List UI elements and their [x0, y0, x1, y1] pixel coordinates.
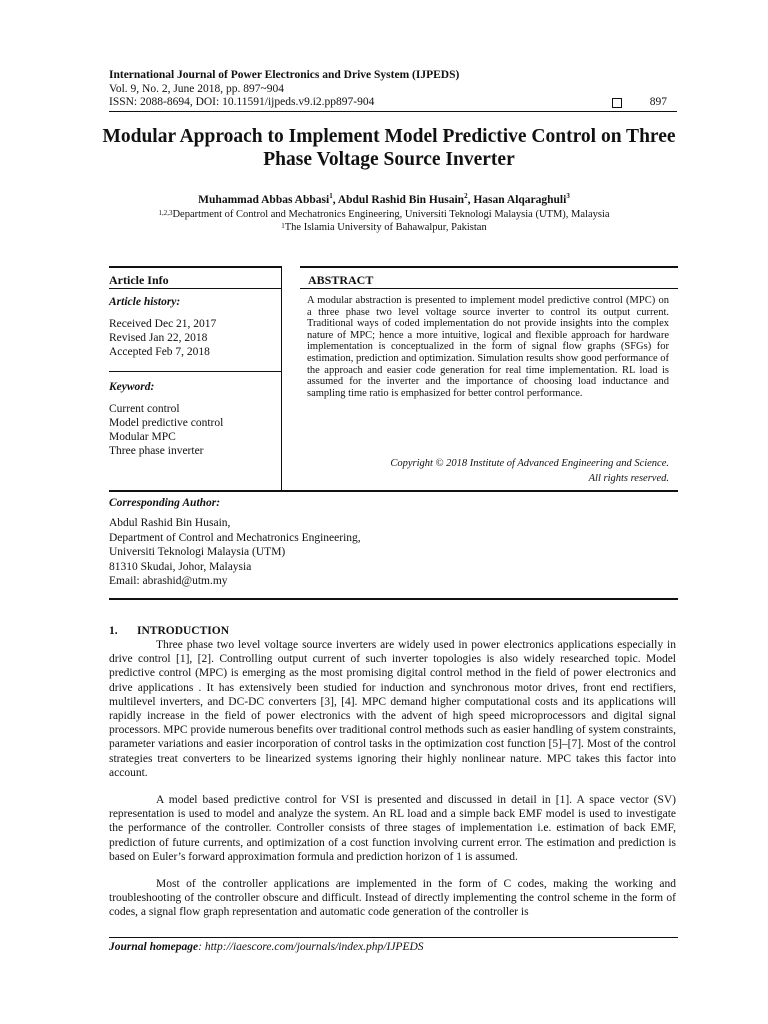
- volume-line: Vol. 9, No. 2, June 2018, pp. 897~904: [109, 82, 284, 95]
- copyright-line-1: Copyright © 2018 Institute of Advanced Engineering and Science.: [390, 458, 669, 469]
- history-rule: [109, 371, 281, 372]
- author-3: Hasan Alqaraghuli: [473, 194, 567, 206]
- article-info-top-rule: [109, 266, 281, 268]
- affiliation-2-text: The Islamia University of Bahawalpur, Pakistan: [284, 222, 487, 233]
- journal-header: [109, 69, 669, 110]
- section-number: 1.: [109, 625, 118, 637]
- abstract-head-rule: [300, 288, 678, 289]
- keyword-item: Modular MPC: [109, 431, 176, 443]
- page-marker: [612, 96, 669, 110]
- section-heading: [109, 625, 229, 637]
- corresponding-author-block: [109, 516, 509, 589]
- issn-line: ISSN: 2088-8694, DOI: 10.11591/ijpeds.v9.i2.pp897-904: [109, 96, 375, 108]
- homepage-url[interactable]: http://iaescore.com/journals/index.php/IJPEDS: [204, 941, 424, 953]
- revised-date: Revised Jan 22, 2018: [109, 332, 208, 344]
- author-list: [60, 194, 708, 206]
- corresponding-author-univ: Universiti Teknologi Malaysia (UTM): [109, 546, 286, 558]
- corresponding-author-name: Abdul Rashid Bin Husain,: [109, 517, 231, 529]
- author-3-sup: 3: [566, 192, 570, 200]
- homepage-label: Journal homepage: [109, 941, 199, 953]
- paper-title: Modular Approach to Implement Model Predictive Control on Three Phase Voltage Source Inverter: [102, 126, 676, 170]
- keyword-item: Current control: [109, 403, 180, 415]
- homepage-separator: :: [198, 941, 205, 953]
- article-info-heading: Article Info: [109, 273, 169, 287]
- footer-rule: [109, 937, 678, 938]
- journal-homepage: [109, 941, 424, 953]
- abstract-top-rule: [300, 266, 678, 268]
- author-1: Muhammad Abbas Abbasi: [198, 194, 330, 206]
- info-box-bottom-rule: [109, 490, 678, 492]
- affiliation-1-sup: 1,2,3: [158, 209, 173, 217]
- affiliation-1: [40, 209, 728, 222]
- author-1-sup: 1: [329, 192, 333, 200]
- issn-row: [109, 96, 669, 110]
- section-title: INTRODUCTION: [137, 625, 230, 637]
- author-separator: ,: [467, 194, 474, 206]
- article-info-head-rule: [109, 288, 281, 289]
- column-divider: [281, 266, 282, 490]
- page-number: 897: [649, 96, 667, 108]
- article-history-heading: Article history:: [109, 296, 181, 308]
- accepted-date: Accepted Feb 7, 2018: [109, 346, 210, 358]
- author-separator: ,: [332, 194, 338, 206]
- intro-paragraph-2: A model based predictive control for VSI is presented and discussed in detail in [1]. A space vector (SV) representation is used to model and analyze the system. An RL load and a simple back EMF model is used to investigate the performance of the controller. Controller consists of three stages of implementation i.e. estimation of back EMF, prediction of future currents, and optimization of a cost function involving current error. The estimation and prediction is based on Euler’s forward approximation formula and prediction horizon of 1 is assumed.: [109, 794, 676, 863]
- keyword-heading: Keyword:: [109, 381, 155, 393]
- copyright-line-2: All rights reserved.: [588, 473, 669, 484]
- keyword-item: Three phase inverter: [109, 445, 204, 457]
- square-bullet-icon: [612, 98, 622, 108]
- intro-paragraph-1: Three phase two level voltage source inverters are widely used in power electronics applications especially in drive control [1], [2]. Controlling output current of such inverter topologies is also widely researched topic. Model predictive control (MPC) is emerging as the most promising digital control method in the field of power electronics and drive applications . It has extensively been studied for induction and synchronous motor drives, front end rectifiers, multilevel inverters, and DC-DC converters [3], [4]. MPC demand higher computational costs and its applications will rapidly increase in the field of power electronics with the advent of high speed microprocessors and digital signal processors. MPC provide numerous benefits over traditional control methods such as easier handling of system constraints, parameter variations and easier incorporation of control tasks in the optimization cost function [5]–[7]. Most of the control strategies treat converters to be linearized systems ignoring their highly nonlinear nature. MPC takes this factor into account.: [109, 639, 676, 779]
- corresponding-author-heading: Corresponding Author:: [109, 497, 221, 509]
- intro-paragraph-3: Most of the controller applications are implemented in the form of C codes, making the working and troubleshooting of the controller obscure and difficult. Instead of directly implementing the control scheme in the form of codes, a signal flow graph representation and automatic code generation of the controller is: [109, 878, 676, 919]
- author-2: Abdul Rashid Bin Husain: [337, 194, 465, 206]
- corresponding-author-address: 81310 Skudai, Johor, Malaysia: [109, 560, 252, 573]
- abstract-text: A modular abstraction is presented to implement model predictive control (MPC) on a three phase two level voltage source inverter to control its output current. Traditional ways of coded implementation do not provide insights into the complex nature of MPC; hence a more intuitive, logical and flexible approach for hardware implementation is conceptualized in the form of signal flow graphs (SFGs) for estimation, prediction and optimization. Simulation results show good performance of the approach and easier code generation for real time implementation. RL load is assumed for the inverter and the importance of choosing load inductance and sampling time ratio is emphasized for better control performance.: [307, 295, 669, 399]
- corresponding-author-dept: Department of Control and Mechatronics Engineering,: [109, 531, 361, 544]
- journal-name: International Journal of Power Electronics and Drive System (IJPEDS): [109, 69, 460, 81]
- affiliation-1-text: Department of Control and Mechatronics Engineering, Universiti Teknologi Malaysia (UTM), Malaysia: [172, 209, 610, 220]
- keyword-item: Model predictive control: [109, 417, 224, 429]
- corresponding-author-email: Email: abrashid@utm.my: [109, 575, 228, 587]
- received-date: Received Dec 21, 2017: [109, 318, 217, 330]
- header-rule: [109, 111, 677, 112]
- affiliation-2: [40, 222, 728, 235]
- affiliation-2-sup: 1: [281, 222, 285, 230]
- corresponding-bottom-rule: [109, 598, 678, 600]
- copyright-notice: [300, 456, 669, 486]
- author-2-sup: 2: [464, 192, 468, 200]
- abstract-heading: ABSTRACT: [308, 273, 374, 287]
